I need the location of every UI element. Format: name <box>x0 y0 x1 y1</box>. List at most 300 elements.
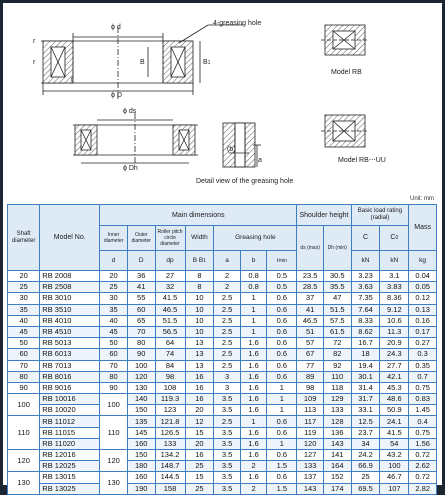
cell-dh: 72 <box>323 338 351 349</box>
hdr-main-dims: Main dimensions <box>100 205 297 226</box>
cell-B: 10 <box>185 326 214 337</box>
hdr-sym-d: d <box>100 251 128 271</box>
cell-dp: 123 <box>155 405 185 416</box>
cell-B: 16 <box>185 371 214 382</box>
cell-d: 110 <box>100 416 128 450</box>
cell-D: 190 <box>127 483 155 494</box>
cell-a: 3 <box>214 382 241 393</box>
cell-D: 140 <box>127 394 155 405</box>
cell-shaft: 70 <box>8 360 40 371</box>
cell-kg: 0.7 <box>409 371 437 382</box>
cell-model: RB 11020 <box>40 438 100 449</box>
cell-B: 20 <box>185 405 214 416</box>
cell-dh: 136 <box>323 427 351 438</box>
cell-b: 1.6 <box>240 450 267 461</box>
cell-D: 180 <box>127 461 155 472</box>
cell-C: 8.33 <box>351 315 380 326</box>
cell-kg: 0.17 <box>409 326 437 337</box>
cell-model: RB 10016 <box>40 394 100 405</box>
cell-dp: 84 <box>155 360 185 371</box>
cell-dp: 64 <box>155 338 185 349</box>
bearing-drawings <box>3 3 442 193</box>
table-row <box>8 349 437 360</box>
cell-b: 0.8 <box>240 282 267 293</box>
cell-C0: 42.1 <box>380 371 409 382</box>
hdr-sym-dh: Dh (min) <box>323 226 351 271</box>
cell-C: 8.62 <box>351 326 380 337</box>
cell-C0: 20.9 <box>380 338 409 349</box>
cell-ds: 109 <box>297 394 324 405</box>
label-greasing-hole: 4-greasing hole <box>213 20 262 27</box>
model-rbuu-sketch <box>321 115 369 147</box>
cell-r: 1 <box>267 382 297 393</box>
cell-C0: 100 <box>380 461 409 472</box>
cell-shaft: 110 <box>8 416 40 450</box>
cell-C0: 3.83 <box>380 282 409 293</box>
cell-B: 15 <box>185 427 214 438</box>
hdr-sym-B: B B1 <box>185 251 214 271</box>
cell-r: 0.6 <box>267 326 297 337</box>
cell-D: 90 <box>127 349 155 360</box>
label-phi-dh: ϕ Dh <box>123 165 138 172</box>
cell-d: 20 <box>100 271 128 282</box>
cell-dp: 98 <box>155 371 185 382</box>
cell-C0: 54 <box>380 438 409 449</box>
cell-a: 3.5 <box>214 405 241 416</box>
cell-kg: 0.35 <box>409 360 437 371</box>
unit-label: Unit: mm <box>410 196 434 202</box>
cell-model: RB 13015 <box>40 472 100 483</box>
cell-r: 0.6 <box>267 360 297 371</box>
table-row <box>8 438 437 449</box>
cell-kg: 2.62 <box>409 461 437 472</box>
cell-d: 60 <box>100 349 128 360</box>
hdr-shaft: Shaft diameter <box>8 205 40 271</box>
cell-dp: 46.5 <box>155 304 185 315</box>
cell-d: 130 <box>100 472 128 494</box>
cell-ds: 46.5 <box>297 315 324 326</box>
cell-ds: 119 <box>297 427 324 438</box>
cell-ds: 67 <box>297 349 324 360</box>
cell-b: 1.6 <box>240 338 267 349</box>
cell-C: 34 <box>351 438 380 449</box>
cell-B: 13 <box>185 360 214 371</box>
cell-C0: 3.1 <box>380 271 409 282</box>
cell-shaft: 120 <box>8 450 40 472</box>
model-rb-sketch <box>321 25 369 55</box>
cell-b: 1.6 <box>240 382 267 393</box>
hdr-sym-D: D <box>127 251 155 271</box>
cell-kg: 0.16 <box>409 315 437 326</box>
cell-model: RB 3510 <box>40 304 100 315</box>
cell-D: 60 <box>127 304 155 315</box>
cell-r: 0.6 <box>267 349 297 360</box>
cell-model: RB 8016 <box>40 371 100 382</box>
cell-shaft: 45 <box>8 326 40 337</box>
cell-dp: 158 <box>155 483 185 494</box>
cell-dh: 30.5 <box>323 271 351 282</box>
cell-ds: 127 <box>297 450 324 461</box>
cell-dh: 82 <box>323 349 351 360</box>
cell-model: RB 11015 <box>40 427 100 438</box>
table-row <box>8 472 437 483</box>
cell-d: 80 <box>100 371 128 382</box>
cell-a: 3.5 <box>214 472 241 483</box>
cell-shaft: 20 <box>8 271 40 282</box>
cell-d: 25 <box>100 282 128 293</box>
cell-r: 0.6 <box>267 338 297 349</box>
table-row <box>8 461 437 472</box>
cell-ds: 23.5 <box>297 271 324 282</box>
catalog-page <box>3 3 442 493</box>
cell-shaft: 35 <box>8 304 40 315</box>
cell-C: 7.35 <box>351 293 380 304</box>
cell-B: 16 <box>185 382 214 393</box>
cell-d: 100 <box>100 394 128 416</box>
cell-ds: 77 <box>297 360 324 371</box>
cell-C: 66.9 <box>351 461 380 472</box>
label-r-mid: r <box>33 59 36 66</box>
cell-dh: 152 <box>323 472 351 483</box>
cell-b: 1 <box>240 326 267 337</box>
cell-C0: 43.2 <box>380 450 409 461</box>
cell-b: 1.6 <box>240 360 267 371</box>
cell-kg: 0.72 <box>409 472 437 483</box>
cell-B: 10 <box>185 315 214 326</box>
cell-b: 1 <box>240 416 267 427</box>
cell-C0: 9.12 <box>380 304 409 315</box>
cell-shaft: 40 <box>8 315 40 326</box>
cell-r: 0.6 <box>267 427 297 438</box>
cell-a: 2 <box>214 282 241 293</box>
cell-C: 24.2 <box>351 450 380 461</box>
cell-d: 120 <box>100 450 128 472</box>
cell-dh: 110 <box>323 371 351 382</box>
label-r-top: r <box>33 38 36 45</box>
cell-d: 50 <box>100 338 128 349</box>
cell-a: 2 <box>214 271 241 282</box>
cell-B: 13 <box>185 338 214 349</box>
hdr-kn-1: kN <box>351 251 380 271</box>
cell-b: 1.6 <box>240 472 267 483</box>
cell-kg: 0.72 <box>409 450 437 461</box>
cell-dp: 133 <box>155 438 185 449</box>
cell-d: 70 <box>100 360 128 371</box>
cell-kg: 1.45 <box>409 405 437 416</box>
cell-model: RB 12016 <box>40 450 100 461</box>
label-phi-d: ϕ d <box>111 24 121 31</box>
hdr-load: Basic load rating (radial) <box>351 205 409 226</box>
cell-model: RB 13025 <box>40 483 100 494</box>
cell-r: 1 <box>267 405 297 416</box>
label-model-rb: Model RB <box>331 69 362 76</box>
cell-dh: 51.5 <box>323 304 351 315</box>
cell-ds: 51 <box>297 326 324 337</box>
hdr-pitch: Roller pitch circle diameter <box>155 226 185 251</box>
cell-r: 0.6 <box>267 371 297 382</box>
cell-dh: 57.5 <box>323 315 351 326</box>
cell-a: 2.5 <box>214 315 241 326</box>
cell-C0: 10.6 <box>380 315 409 326</box>
cell-kg: 0.75 <box>409 382 437 393</box>
table-row <box>8 326 437 337</box>
cell-C: 16.7 <box>351 338 380 349</box>
cell-C: 7.64 <box>351 304 380 315</box>
cell-dh: 35.5 <box>323 282 351 293</box>
table-row <box>8 371 437 382</box>
cell-b: 1.6 <box>240 394 267 405</box>
cell-kg: 0.27 <box>409 338 437 349</box>
label-phi-D: ϕ D <box>111 92 122 99</box>
table-row <box>8 304 437 315</box>
cell-ds: 133 <box>297 461 324 472</box>
cell-B: 10 <box>185 293 214 304</box>
cell-a: 2.5 <box>214 293 241 304</box>
cell-a: 2.5 <box>214 338 241 349</box>
label-B1: B1 <box>203 59 211 66</box>
cell-D: 160 <box>127 472 155 483</box>
hdr-outer: Outer diameter <box>127 226 155 251</box>
hdr-mass: Mass <box>409 205 437 251</box>
label-r-bot: r <box>71 76 74 83</box>
cell-dp: 108 <box>155 382 185 393</box>
cell-a: 3.5 <box>214 483 241 494</box>
cell-dh: 118 <box>323 382 351 393</box>
cell-model: RB 2508 <box>40 282 100 293</box>
cell-D: 100 <box>127 360 155 371</box>
cell-C0: 46.7 <box>380 472 409 483</box>
cell-dh: 133 <box>323 405 351 416</box>
cell-B: 16 <box>185 450 214 461</box>
cell-b: 1.6 <box>240 371 267 382</box>
cell-shaft: 25 <box>8 282 40 293</box>
cell-B: 25 <box>185 483 214 494</box>
cell-kg: 2.82 <box>409 483 437 494</box>
cell-b: 1 <box>240 315 267 326</box>
cell-C: 25 <box>351 472 380 483</box>
cell-D: 36 <box>127 271 155 282</box>
hdr-sym-ds: ds (max) <box>297 226 324 271</box>
label-model-rbuu: Model RB⋯UU <box>338 157 386 164</box>
hdr-shoulder: Shoulder height <box>297 205 351 226</box>
cell-ds: 37 <box>297 293 324 304</box>
cell-r: 0.6 <box>267 416 297 427</box>
table-row <box>8 338 437 349</box>
cell-model: RB 12025 <box>40 461 100 472</box>
table-row <box>8 450 437 461</box>
cell-dp: 27 <box>155 271 185 282</box>
table-row <box>8 427 437 438</box>
table-row <box>8 271 437 282</box>
cell-b: 1.6 <box>240 427 267 438</box>
cell-C0: 41.5 <box>380 427 409 438</box>
cell-dp: 119.3 <box>155 394 185 405</box>
cell-C0: 8.36 <box>380 293 409 304</box>
cell-D: 150 <box>127 405 155 416</box>
cell-model: RB 2008 <box>40 271 100 282</box>
cell-b: 1.6 <box>240 438 267 449</box>
cell-kg: 0.3 <box>409 349 437 360</box>
cell-C0: 107 <box>380 483 409 494</box>
cell-r: 0.6 <box>267 315 297 326</box>
label-B: B <box>140 59 145 66</box>
cell-a: 3 <box>214 371 241 382</box>
cell-kg: 0.12 <box>409 293 437 304</box>
spec-table <box>7 204 437 495</box>
cell-D: 41 <box>127 282 155 293</box>
label-b-detail: (b) <box>227 146 236 153</box>
cell-r: 0.6 <box>267 293 297 304</box>
cell-D: 130 <box>127 382 155 393</box>
cell-a: 3.5 <box>214 427 241 438</box>
cell-model: RB 10020 <box>40 405 100 416</box>
cell-ds: 57 <box>297 338 324 349</box>
hdr-sym-a: a <box>214 251 241 271</box>
hdr-sym-b: b <box>240 251 267 271</box>
cell-r: 1.5 <box>267 461 297 472</box>
spec-table-body <box>8 271 437 495</box>
label-a-detail: a <box>258 157 262 164</box>
cell-C: 3.63 <box>351 282 380 293</box>
cell-a: 3.5 <box>214 394 241 405</box>
cell-ds: 28.5 <box>297 282 324 293</box>
table-row <box>8 315 437 326</box>
cell-a: 2.5 <box>214 360 241 371</box>
cell-d: 30 <box>100 293 128 304</box>
cell-a: 3.5 <box>214 461 241 472</box>
cell-r: 1.5 <box>267 483 297 494</box>
table-row <box>8 483 437 494</box>
cell-r: 0.5 <box>267 271 297 282</box>
cell-a: 3.5 <box>214 450 241 461</box>
cell-D: 160 <box>127 438 155 449</box>
cell-B: 16 <box>185 394 214 405</box>
hdr-kg: kg <box>409 251 437 271</box>
cell-B: 8 <box>185 282 214 293</box>
cell-C0: 24.1 <box>380 416 409 427</box>
cell-B: 20 <box>185 438 214 449</box>
greasing-hole-detail <box>223 123 261 167</box>
cell-kg: 0.75 <box>409 427 437 438</box>
cell-ds: 120 <box>297 438 324 449</box>
cell-dh: 143 <box>323 438 351 449</box>
cell-dp: 144.5 <box>155 472 185 483</box>
hdr-sym-C: C <box>351 226 380 251</box>
cell-ds: 137 <box>297 472 324 483</box>
cell-a: 2.5 <box>214 416 241 427</box>
cell-C0: 11.3 <box>380 326 409 337</box>
cell-r: 0.6 <box>267 304 297 315</box>
cell-ds: 143 <box>297 483 324 494</box>
table-row <box>8 405 437 416</box>
cell-d: 35 <box>100 304 128 315</box>
cell-a: 2.5 <box>214 349 241 360</box>
cell-C: 31.4 <box>351 382 380 393</box>
hdr-sym-rmin: rmin <box>267 251 297 271</box>
hdr-sym-dp: dp <box>155 251 185 271</box>
cell-model: RB 9016 <box>40 382 100 393</box>
shoulder-drawing <box>73 113 198 165</box>
cell-b: 0.8 <box>240 271 267 282</box>
cell-kg: 1.56 <box>409 438 437 449</box>
cell-B: 25 <box>185 461 214 472</box>
cell-B: 13 <box>185 349 214 360</box>
cell-kg: 0.04 <box>409 271 437 282</box>
hdr-sym-C0: C0 <box>380 226 409 251</box>
cell-b: 1 <box>240 304 267 315</box>
cell-C0: 24.3 <box>380 349 409 360</box>
cell-dp: 148.7 <box>155 461 185 472</box>
cell-dh: 129 <box>323 394 351 405</box>
cell-C: 12.5 <box>351 416 380 427</box>
cell-B: 15 <box>185 472 214 483</box>
cell-shaft: 50 <box>8 338 40 349</box>
cell-shaft: 60 <box>8 349 40 360</box>
cell-r: 1 <box>267 438 297 449</box>
hdr-greasing: Greasing hole <box>214 226 297 251</box>
cell-r: 0.6 <box>267 472 297 483</box>
cell-dp: 51.5 <box>155 315 185 326</box>
cell-shaft: 30 <box>8 293 40 304</box>
cell-kg: 0.05 <box>409 282 437 293</box>
cell-C: 69.5 <box>351 483 380 494</box>
cell-dh: 92 <box>323 360 351 371</box>
cell-d: 90 <box>100 382 128 393</box>
caption-greasing-detail: Detail view of the greasing hole <box>196 178 294 185</box>
cell-ds: 98 <box>297 382 324 393</box>
cell-shaft: 90 <box>8 382 40 393</box>
label-phi-ds: ϕ ds <box>123 108 137 115</box>
hdr-inner: Inner diameter <box>100 226 128 251</box>
cell-dh: 164 <box>323 461 351 472</box>
cell-b: 2 <box>240 461 267 472</box>
cell-C: 23.7 <box>351 427 380 438</box>
cell-model: RB 5013 <box>40 338 100 349</box>
cell-dh: 141 <box>323 450 351 461</box>
cell-dh: 174 <box>323 483 351 494</box>
hdr-width: Width <box>185 226 214 251</box>
cell-C0: 48.6 <box>380 394 409 405</box>
table-row <box>8 293 437 304</box>
cell-dp: 41.5 <box>155 293 185 304</box>
cell-d: 40 <box>100 315 128 326</box>
cell-C: 31.7 <box>351 394 380 405</box>
cell-dp: 74 <box>155 349 185 360</box>
cell-C0: 45.3 <box>380 382 409 393</box>
cell-D: 80 <box>127 338 155 349</box>
cell-model: RB 3010 <box>40 293 100 304</box>
cell-dh: 128 <box>323 416 351 427</box>
cell-C0: 50.9 <box>380 405 409 416</box>
cell-B: 10 <box>185 304 214 315</box>
cell-r: 0.5 <box>267 282 297 293</box>
cell-C: 19.4 <box>351 360 380 371</box>
cell-C: 3.23 <box>351 271 380 282</box>
table-row <box>8 360 437 371</box>
cell-ds: 41 <box>297 304 324 315</box>
cell-C: 33.1 <box>351 405 380 416</box>
cell-dp: 134.2 <box>155 450 185 461</box>
cell-D: 150 <box>127 450 155 461</box>
cell-dp: 126.5 <box>155 427 185 438</box>
cell-D: 65 <box>127 315 155 326</box>
cell-shaft: 80 <box>8 371 40 382</box>
table-row <box>8 416 437 427</box>
cell-model: RB 4010 <box>40 315 100 326</box>
cell-D: 70 <box>127 326 155 337</box>
cell-ds: 117 <box>297 416 324 427</box>
cell-b: 1.6 <box>240 405 267 416</box>
